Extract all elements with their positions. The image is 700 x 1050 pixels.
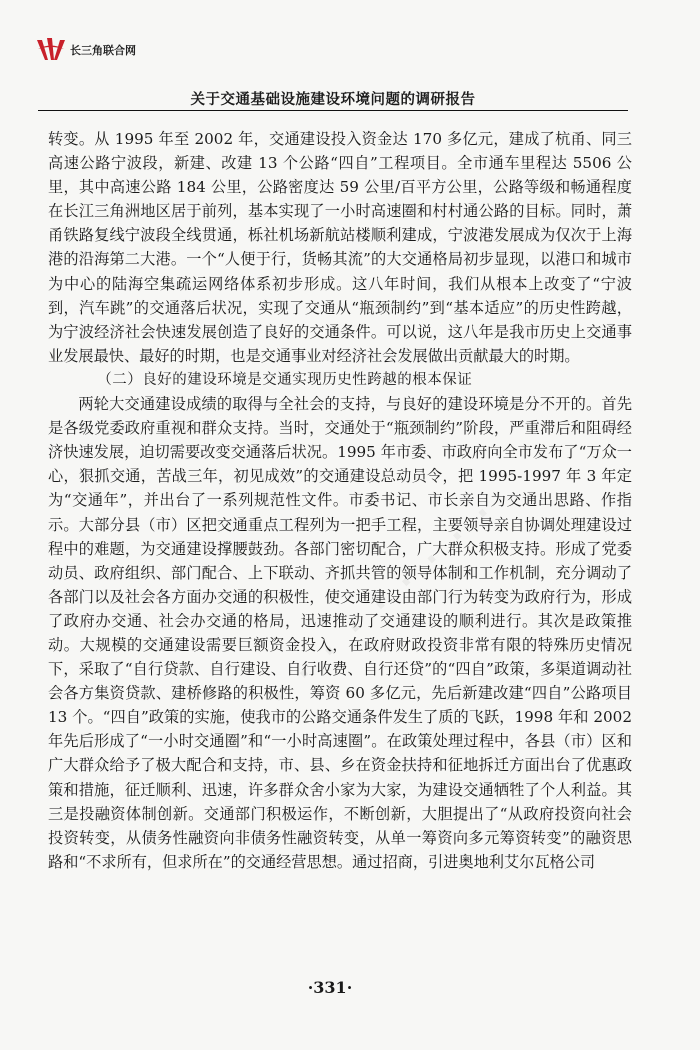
page-number: ·331·: [307, 978, 353, 997]
site-logo: [34, 36, 136, 64]
body-text: [48, 127, 632, 874]
running-head-title: 关于交通基础设施建设环境问题的调研报告: [190, 92, 476, 108]
logo-text: 长三角联合网: [70, 44, 136, 57]
section-heading: （二）良好的建设环境是交通实现历史性跨越的根本保证: [97, 371, 473, 388]
paragraph-2: 两轮大交通建设成绩的取得与全社会的支持，与良好的建设环境是分不开的。首先是各级党委政府重视和群众支持。当时，交通处于“瓶颈制约”阶段，严重滞后和阻碍经济快速发展，迫切需要改变交通落后状况。1995 年市委、市政府向全市发布了“万众一心，狠抓交通，苦战三年，初见成效”的交通建设总动员令，把 1995-1997 年 3 年定为“交通年”，并出台了一系列规范性文件。市委书记、市长亲自为交通出思路、作指示。大部分县（市）区把交通重点工程列为一把手工程，主要领导亲自协调处理建设过程中的难题，为交通建设撑腰鼓劲。各部门密切配合，广大群众积极支持。形成了党委动员、政府组织、部门配合、上下联动、齐抓共管的领导体制和工作机制，充分调动了各部门以及社会各方面办交通的积极性，使交通建设由部门行为转变为政府行为，形成了政府办交通、社会办交通的格局，迅速推动了交通建设的顺利进行。其次是政策推动。大规模的交通建设需要巨额资金投入，在政府财政投资非常有限的特殊历史情况下，采取了“自行贷款、自行建设、自行收费、自行还贷”的“四自”政策，多渠道调动社会各方集资贷款、建桥修路的积极性，筹资 60 多亿元，先后新建改建“四自”公路项目 13 个。“四自”政策的实施，使我市的公路交通条件发生了质的飞跃，1998 年和 2002 年先后形成了“一小时交通圈”和“一小时高速圈”。在政策处理过程中，各县（市）区和广大群众给予了极大配合和支持，市、县、乡在资金扶持和征地拆迁方面出台了优惠政策和措施，征迁顺利、迅速，许多群众舍小家为大家，为建设交通牺牲了个人利益。其三是投融资体制创新。交通部门积极运作，不断创新，大胆提出了“从政府投资向社会投资转变，从债务性融资向非债务性融资转变，从单一筹资向多元筹资转变”的融资思路和“不求所有，但求所在”的交通经营思想。通过招商，引进奥地利艾尔瓦格公司: [48, 395, 632, 871]
paragraph-1: 转变。从 1995 年至 2002 年，交通建设投入资金达 170 多亿元，建成了杭甬、同三高速公路宁波段，新建、改建 13 个公路“四自”工程项目。全市通车里程达 5506 公里，其中高速公路 184 公里，公路密度达 59 公里/百平方公里，公路等级和畅通程度在长江三角洲地区居于前列，基本实现了一小时高速圈和村村通公路的目标。同时，萧甬铁路复线宁波段全线贯通，栎社机场新航站楼顺利建成，宁波港发展成为仅次于上海港的沿海第二大港。一个“人便于行，货畅其流”的大交通格局初步显现，以港口和城市为中心的陆海空集疏运网络体系初步形成。这八年时间，我们从根本上改变了“宁波到，汽车跳”的交通落后状况，实现了交通从“瓶颈制约”到“基本适应”的历史性跨越，为宁波经济社会快速发展创造了良好的交通条件。可以说，这八年是我市历史上交通事业发展最快、最好的时期，也是交通事业对经济社会发展做出贡献最大的时期。: [48, 130, 632, 365]
header-rule: [38, 110, 628, 111]
logo-mark-icon: [34, 36, 68, 64]
